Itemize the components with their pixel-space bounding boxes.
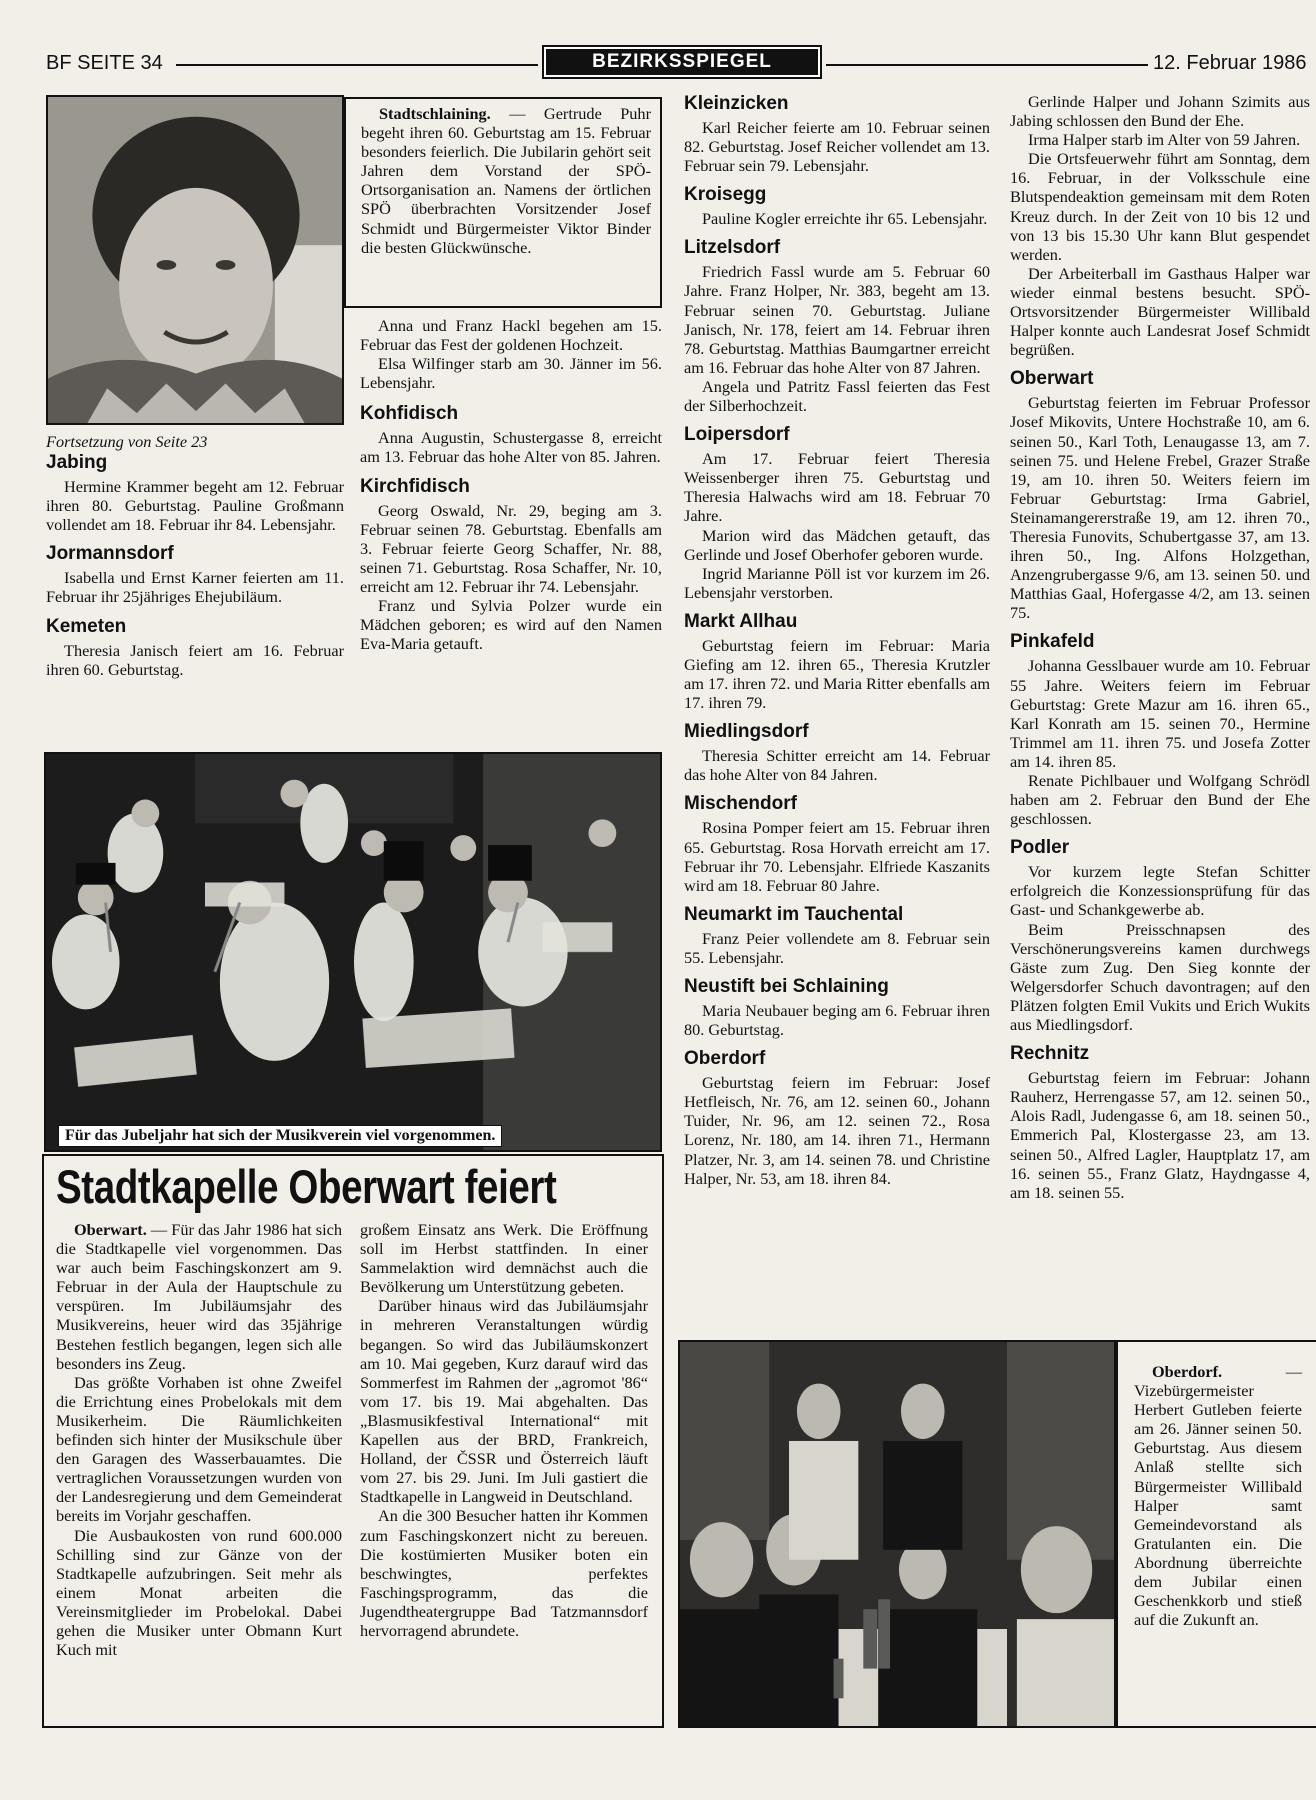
- text-kohfidisch: Anna Augustin, Schustergasse 8, erreicht am 13. Februar das hohe Alter von 85. Jahren.: [360, 428, 662, 467]
- article-column-2: [360, 1220, 648, 1640]
- text-kroisegg: Pauline Kogler erreichte ihr 65. Lebensjahr.: [702, 209, 988, 229]
- text-loipersdorf-2: Marion wird das Mädchen getauft, das Gerlinde und Josef Oberhofer geboren wurde.: [684, 525, 990, 564]
- group-photo: [678, 1340, 1116, 1728]
- group-image: [680, 1342, 1114, 1726]
- section-title: BEZIRKSSPIEGEL: [546, 49, 818, 75]
- heading-oberwart: Oberwart: [1010, 368, 1094, 390]
- heading-kroisegg: Kroisegg: [684, 184, 767, 206]
- article-para-1: — Für das Jahr 1986 hat sich die Stadtkapelle viel vorgenommen. Das war auch beim Faschingskonzert am 9. Februar in der Aula der Hauptschule zu verspüren. Im Jubiläumsjahr des Musikvereins, heuer wird das 35jährige Bestehen festlich begangen, legen sich alle besonders ins Zeug.: [56, 1220, 342, 1373]
- text-jormannsdorf: Isabella und Ernst Karner feierten am 11. Februar ihr 25jähriges Ehejubiläum.: [46, 568, 344, 607]
- heading-rechnitz: Rechnitz: [1010, 1043, 1090, 1065]
- header-rule-left: [176, 64, 538, 66]
- text-kirchfidisch-1: Georg Oswald, Nr. 29, beging am 3. Februar seinen 78. Geburtstag. Ebenfalls am 3. Februar feierte Georg Schaffer, Nr. 88, seinen 71. Geburtstag. Rosa Schaffer, Nr. 10, erreicht am 12. Februar ihr 74. Lebensjahr.: [360, 500, 662, 596]
- continuation-note: Fortsetzung von Seite 23: [46, 432, 208, 451]
- column-2: [360, 316, 662, 653]
- text-rechnitz: Geburtstag feiern im Februar: Johann Rauherz, Herrengasse 57, am 12. seinen 50., Alois Radl, Judengasse 6, am 18. seinen 50., Emmerich Pal, Klostergasse 23, am 13. seinen 50., Alfred Lagler, Hauptplatz 17, am 16. seinen 55., Franz Glatz, Haydngasse 4, am 18. seinen 55.: [1010, 1068, 1310, 1202]
- article-headline: Stadtkapelle Oberwart feiert: [56, 1160, 557, 1213]
- text-kleinzicken: Karl Reicher feierte am 10. Februar seinen 82. Geburtstag. Josef Reicher vollendet am 13. Februar sein 79. Lebensjahr.: [684, 118, 990, 176]
- page-number: BF SEITE 34: [46, 52, 163, 74]
- text-neumarkt: Franz Peier vollendete am 8. Februar sein 55. Lebensjahr.: [684, 928, 990, 967]
- band-photo: [44, 752, 662, 1152]
- text-arbeiterball: Der Arbeiterball im Gasthaus Halper war wieder einmal bestens besucht. SPÖ-Ortsvorsitzender Bürgermeister Willibald Halper konnte auch Landesrat Josef Schmidt begrüßen.: [1010, 263, 1310, 360]
- stadtschlaining-lead: Stadtschlaining.: [379, 104, 491, 123]
- heading-kleinzicken: Kleinzicken: [684, 93, 789, 114]
- column-3: [684, 92, 990, 1188]
- text-podler-2: Beim Preisschnapsen des Verschönerungsvereins kamen durchwegs Gäste zum Zug. Den Sieg konnte der Welgersdorfer Schuch davontragen; auf den Plätzen folgten Emil Vukits und Erich Wukits aus Miedlingsdorf.: [1010, 919, 1310, 1035]
- article-para-2: Das größte Vorhaben ist ohne Zweifel die Errichtung eines Probelokals mit dem Musikerheim. Die Räumlichkeiten befinden sich hinter der Musikschule über den Garagen des Wasserbauamtes. Die vertraglichen Voraussetzungen wurden von der Landesregierung und dem Gemeinderat bereits im Vorjahr geschaffen.: [56, 1372, 342, 1526]
- heading-pinkafeld: Pinkafeld: [1010, 631, 1095, 653]
- heading-oberdorf: Oberdorf: [684, 1048, 766, 1070]
- heading-jabing: Jabing: [46, 452, 108, 474]
- oberdorf-box-text: [1134, 1362, 1302, 1629]
- portrait-photo: [46, 95, 344, 425]
- heading-miedlingsdorf: Miedlingsdorf: [684, 721, 809, 743]
- text-litzelsdorf-2: Angela und Patritz Fassl feierten das Fest der Silberhochzeit.: [684, 376, 990, 416]
- text-jabing: Hermine Krammer begeht am 12. Februar ihren 80. Geburtstag. Pauline Großmann vollendet am 18. Februar ihr 84. Lebensjahr.: [46, 477, 344, 535]
- heading-kemeten: Kemeten: [46, 615, 127, 637]
- column-4: [1010, 92, 1310, 1202]
- stadtschlaining-text: [361, 104, 651, 257]
- article-para-6: An die 300 Besucher hatten ihr Kommen zum Faschingskonzert nicht zu bereuen. Die kostümierten Musiker boten ein beschwingtes, perfektes Faschingsprogramm, das die Jugendtheatergruppe Bad Tatzmannsdorf hervorragend abrundete.: [360, 1506, 648, 1640]
- article-para-5: Darüber hinaus wird das Jubiläumsjahr in mehreren Veranstaltungen würdig begangen. So wird das Jubiläumskonzert am 10. Mai gegeben, Kurz darauf wird das Sommerfest im Rahmen der „agromot '86“ vom 17. bis 19. Mai abgehalten. Das „Blasmusikfestival International“ mit Kapellen aus der BRD, Frankreich, Holland, der ČSSR und Österreich läuft vom 27. bis 29. Juni. Im Juli gastiert die Stadtkapelle in Langweid in Deutschland.: [360, 1296, 648, 1507]
- stadtschlaining-body: — Gertrude Puhr begeht ihren 60. Geburtstag am 15. Februar besonders feierlich. Die Jubilarin gehört seit Jahren dem Vorstand der SPÖ-Ortsorganisation an. Namens der örtlichen SPÖ überbrachten Vorsitzender Josef Schmidt und Bürgermeister Viktor Binder die besten Glückwünsche.: [361, 104, 651, 257]
- article-para-4: großem Einsatz ans Werk. Die Eröffnung soll im Herbst stattfinden. In einer Sammelaktion wird demnächst auch die Bevölkerung um Unterstützung gebeten.: [360, 1220, 648, 1297]
- heading-litzelsdorf: Litzelsdorf: [684, 237, 781, 259]
- article-para-3: Die Ausbaukosten von rund 600.000 Schilling sind zur Gänze von der Stadtkapelle aufzubringen. Seit mehr als einem Monat arbeiten die Vereinsmitglieder im Probelokal. Dabei gehen die Musiker unter Obmann Kurt Kuch mit: [56, 1525, 342, 1660]
- text-oberdorf: Geburtstag feiern im Februar: Josef Hetfleisch, Nr. 76, am 12. seinen 60., Johann Tuider, Nr. 96, am 12. seinen 72., Rosa Lorenz, Nr. 180, am 14. ihren 71., Hermann Platzer, Nr. 3, am 14. seinen 78. und Christine Halper, Nr. 53, am 18. ihren 84.: [684, 1073, 990, 1188]
- issue-date: 12. Februar 1986: [1153, 52, 1307, 74]
- text-pinkafeld-1: Johanna Gesslbauer wurde am 10. Februar 55 Jahre. Weiters feiern im Februar Geburtstag: Grete Mazur am 16. ihren 65., Karl Konrath am 15. seinen 70., Hermine Trimmel am 11. ihren 75. und Josefa Zotter am 14. ihren 85.: [1010, 656, 1310, 771]
- article-lead: Oberwart.: [74, 1220, 147, 1239]
- text-wilfinger: Elsa Wilfinger starb am 30. Jänner im 56. Lebensjahr.: [360, 354, 662, 393]
- text-mischendorf: Rosina Pomper feiert am 15. Februar ihren 65. Geburtstag. Rosa Horvath erreicht am 17. Februar ihr 70. Lebensjahr. Elfriede Kaszanits wird am 18. Februar 80 Jahre.: [684, 818, 990, 895]
- text-kirchfidisch-2: Franz und Sylvia Polzer wurde ein Mädchen geboren; es wird auf den Namen Eva-Maria getauft.: [360, 596, 662, 654]
- portrait-image: [48, 97, 342, 423]
- text-loipersdorf-1: Am 17. Februar feiert Theresia Weissenberger ihren 75. Geburtstag und Theresia Halwachs wird am 18. Februar 70 Jahre.: [684, 449, 990, 526]
- band-photo-caption: Für das Jubeljahr hat sich der Musikverein viel vorgenommen.: [58, 1125, 502, 1147]
- text-irma-halper: Irma Halper starb im Alter von 59 Jahren.: [1028, 130, 1301, 150]
- heading-podler: Podler: [1010, 837, 1070, 859]
- text-neustift: Maria Neubauer beging am 6. Februar ihren 80. Geburtstag.: [684, 1001, 990, 1040]
- article-column-1: [56, 1220, 342, 1659]
- text-halper-szimits: Gerlinde Halper und Johann Szimits aus Jabing schlossen den Bund der Ehe.: [1010, 92, 1310, 131]
- heading-jormannsdorf: Jormannsdorf: [46, 543, 174, 565]
- column-1: [46, 432, 344, 679]
- heading-markt-allhau: Markt Allhau: [684, 610, 798, 632]
- text-oberwart: Geburtstag feierten im Februar Professor Josef Mikovits, Untere Hochstraße 10, am 6. seinen 50., Karl Toth, Lenaugasse 13, am 7. seinen 75. und Helene Frebel, Grazer Straße 19, am 10. ihren 50. Weiters feiern im Februar Geburtstag: Irma Gabriel, Steinamangererstraße 19, am 12. ihren 70., Theresia Funovits, Schubertgasse 37, am 13. ihren 50., Ing. Alfons Holzgethan, Anzengrubergasse 9/6, am 13. seinen 50. und Matthias Gaal, Hofergasse 4/2, am 13. seinen 75.: [1010, 393, 1310, 623]
- text-hackl: Anna und Franz Hackl begehen am 15. Februar das Fest der goldenen Hochzeit.: [360, 316, 662, 355]
- text-podler-1: Vor kurzem legte Stefan Schitter erfolgreich die Konzessionsprüfung für das Gast- und Schankgewerbe ab.: [1010, 862, 1310, 920]
- heading-loipersdorf: Loipersdorf: [684, 424, 790, 446]
- heading-mischendorf: Mischendorf: [684, 793, 797, 815]
- heading-neumarkt: Neumarkt im Tauchental: [684, 903, 904, 925]
- text-kemeten: Theresia Janisch feiert am 16. Februar ihren 60. Geburtstag.: [46, 640, 344, 679]
- heading-kirchfidisch: Kirchfidisch: [360, 475, 470, 497]
- section-title-box: [542, 45, 822, 79]
- heading-neustift: Neustift bei Schlaining: [684, 976, 889, 997]
- text-pinkafeld-2: Renate Pichlbauer und Wolfgang Schrödl haben am 2. Februar den Bund der Ehe geschlossen.: [1010, 771, 1310, 829]
- heading-kohfidisch: Kohfidisch: [360, 403, 459, 425]
- band-image: [46, 754, 660, 1150]
- text-loipersdorf-3: Ingrid Marianne Pöll ist vor kurzem im 26. Lebensjahr verstorben.: [684, 563, 990, 602]
- oberdorf-box-body: — Vizebürgermeister Herbert Gutleben feierte am 26. Jänner seinen 50. Geburtstag. Aus diesem Anlaß stellte sich Bürgermeister Willibald Halper samt Gemeindevorstand als Gratulanten ein. Die Abordnung überreichte dem Jubilar einen Geschenkkorb und stieß auf die Zukunft an.: [1134, 1362, 1302, 1630]
- text-miedlingsdorf: Theresia Schitter erreicht am 14. Februar das hohe Alter von 84 Jahren.: [684, 746, 990, 785]
- header-rule-right: [826, 64, 1148, 66]
- text-markt-allhau: Geburtstag feiern im Februar: Maria Giefing am 12. ihren 65., Theresia Krutzler am 17. ihren 72. und Maria Ritter ebenfalls am 17. ihren 79.: [684, 635, 990, 713]
- oberdorf-box-lead: Oberdorf.: [1152, 1362, 1223, 1381]
- text-litzelsdorf-1: Friedrich Fassl wurde am 5. Februar 60 Jahre. Franz Holper, Nr. 383, begeht am 13. Februar seinen 70. Geburtstag. Juliane Janisch, Nr. 178, feiert am 14. Februar ihren 78. Geburtstag. Matthias Baumgartner erreicht am 16. Februar das hohe Alter von 87 Jahren.: [684, 262, 990, 377]
- text-ortsfeuerwehr: Die Ortsfeuerwehr führt am Sonntag, dem 16. Februar, in der Volksschule eine Blutspendeaktion gemeinsam mit dem Roten Kreuz durch. In der Zeit von 10 bis 12 und von 13 bis 15.30 Uhr kann Blut gespendet werden.: [1010, 149, 1310, 264]
